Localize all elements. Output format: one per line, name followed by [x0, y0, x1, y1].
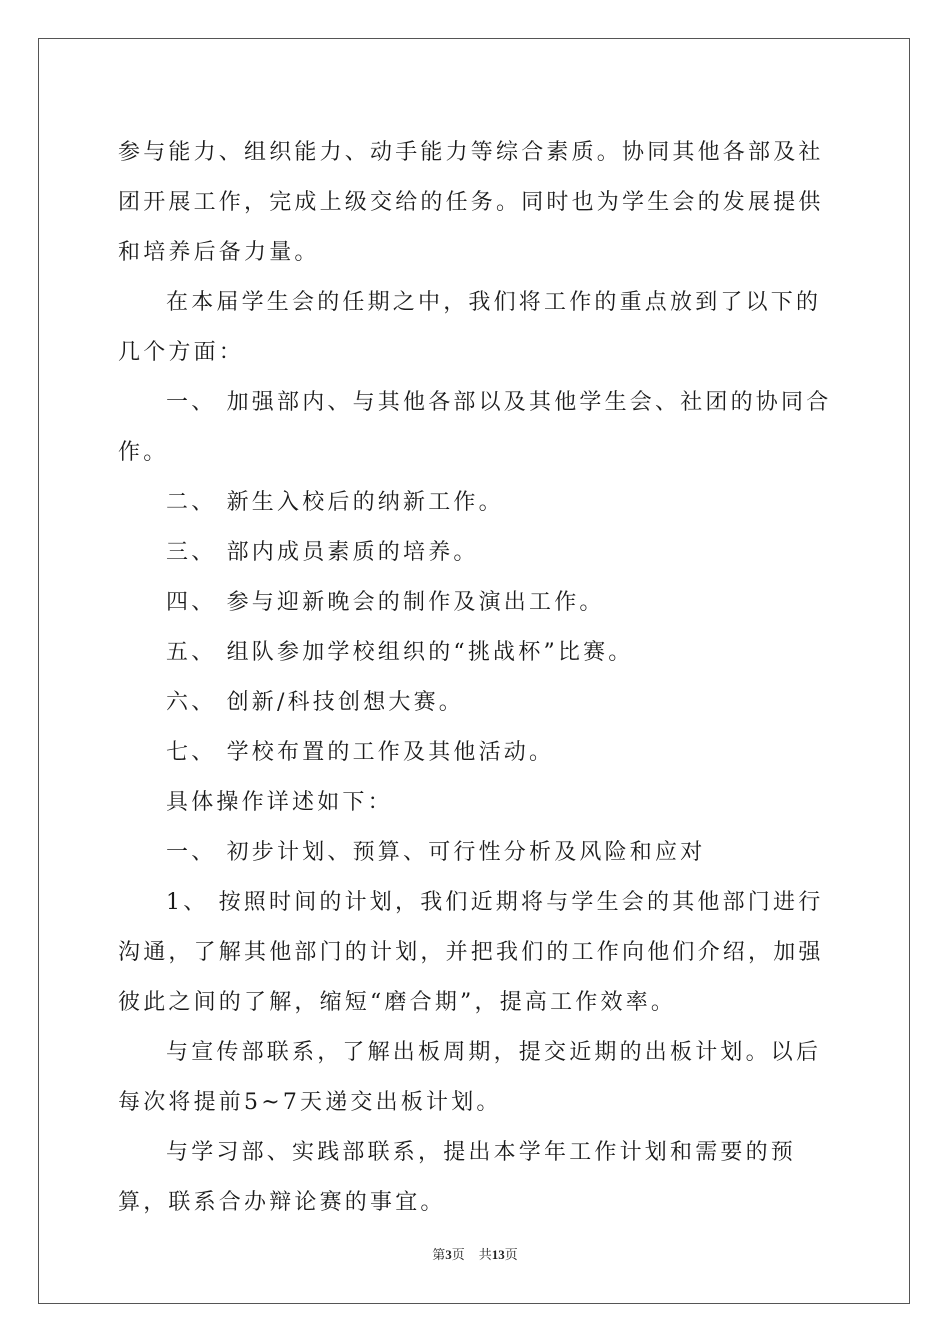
- page-footer: [0, 1244, 950, 1263]
- section-heading: 一、 初步计划、预算、可行性分析及风险和应对: [166, 840, 706, 865]
- paragraph-study: 与学习部、实践部联系，提出本学年工作计划和需要的预算，联系合办辩论赛的事宜。: [118, 1140, 797, 1215]
- list-item-2: 二、 新生入校后的纳新工作。: [166, 490, 504, 515]
- paragraph-intro: 在本届学生会的任期之中，我们将工作的重点放到了以下的几个方面：: [118, 290, 822, 365]
- total-prefix: 共: [478, 1247, 492, 1262]
- details-heading: 具体操作详述如下：: [166, 790, 393, 815]
- page-number: 3: [445, 1247, 452, 1262]
- total-suffix: 页: [504, 1247, 518, 1262]
- list-item-7: 七、 学校布置的工作及其他活动。: [166, 740, 555, 765]
- list-item-5: 五、 组队参加学校组织的“挑战杯”比赛。: [166, 640, 634, 665]
- paragraph-publicity: 与宣传部联系，了解出板周期，提交近期的出板计划。以后每次将提前5~7天递交出板计划。: [118, 1040, 822, 1115]
- paragraph-plan: 1、 按照时间的计划，我们近期将与学生会的其他部门进行沟通，了解其他部门的计划，并把我们的工作向他们介绍，加强彼此之间的了解，缩短“磨合期”，提高工作效率。: [118, 890, 824, 1015]
- list-item-4: 四、 参与迎新晚会的制作及演出工作。: [166, 590, 605, 615]
- document-body: [118, 128, 840, 1228]
- total-pages: 13: [491, 1247, 505, 1262]
- paragraph-continuation: 参与能力、组织能力、动手能力等综合素质。协同其他各部及社团开展工作，完成上级交给的任务。同时也为学生会的发展提供和培养后备力量。: [118, 140, 824, 265]
- page-prefix: 第: [432, 1247, 446, 1262]
- list-item-6: 六、 创新/科技创想大赛。: [166, 690, 465, 715]
- list-item-3: 三、 部内成员素质的培养。: [166, 540, 479, 565]
- list-item-1: 一、 加强部内、与其他各部以及其他学生会、社团的协同合作。: [118, 390, 832, 465]
- page-suffix: 页: [451, 1247, 465, 1262]
